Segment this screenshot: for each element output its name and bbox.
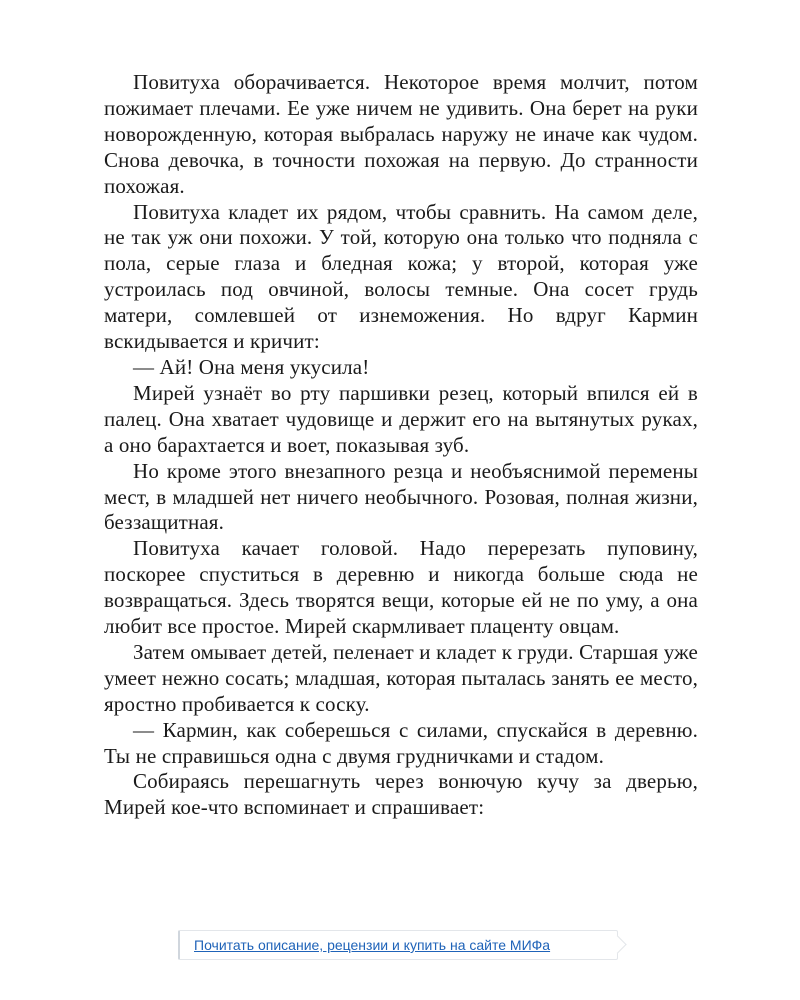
callout-arrow-icon: [608, 935, 626, 953]
book-page-text: [104, 70, 698, 821]
dialogue-line-2: — Кармин, как соберешься с силами, спускайся в деревню. Ты не справишься одна с двумя грудничками и стадом.: [104, 717, 698, 768]
paragraph-5: Повитуха качает головой. Надо перерезать пуповину, поскорее спуститься в деревню и никогда больше сюда не возвращаться. Здесь творятся вещи, которые ей не по уму, а она любит все простое. Мирей скармливает плаценту овцам.: [104, 536, 698, 639]
paragraph-3: Мирей узнаёт во рту паршивки резец, который впился ей в палец. Она хватает чудовище и держит его на вытянутых руках, а оно барахтается и воет, показывая зуб.: [104, 380, 698, 457]
paragraph-7: Собираясь перешагнуть через вонючую кучу за дверью, Мирей кое-что вспоминает и спрашивает:: [104, 769, 698, 820]
publisher-site-link[interactable]: Почитать описание, рецензии и купить на сайте МИФа: [194, 937, 551, 953]
paragraph-6: Затем омывает детей, пеленает и кладет к груди. Старшая уже умеет нежно сосать; младшая, которая пыталась занять ее место, яростно пробивается к соску.: [104, 639, 698, 716]
paragraph-4: Но кроме этого внезапного резца и необъяснимой перемены мест, в младшей нет ничего необычного. Розовая, полная жизни, беззащитная.: [104, 458, 698, 535]
dialogue-line-1: — Ай! Она меня укусила!: [133, 354, 370, 379]
paragraph-1: Повитуха оборачивается. Некоторое время молчит, потом пожимает плечами. Ее уже ничем не удивить. Она берет на руки новорожденную, которая выбралась наружу не иначе как чудом. Снова девочка, в точности похожая на первую. До странности похожая.: [104, 70, 698, 198]
publisher-link-callout: [178, 930, 618, 960]
paragraph-2: Повитуха кладет их рядом, чтобы сравнить. На самом деле, не так уж они похожи. У той, которую она только что подняла с пола, серые глаза и бледная кожа; у второй, которая уже устроилась под овчиной, волосы темные. Она сосет грудь матери, сомлевшей от изнеможения. Но вдруг Кармин вскидывается и кричит:: [104, 199, 698, 354]
